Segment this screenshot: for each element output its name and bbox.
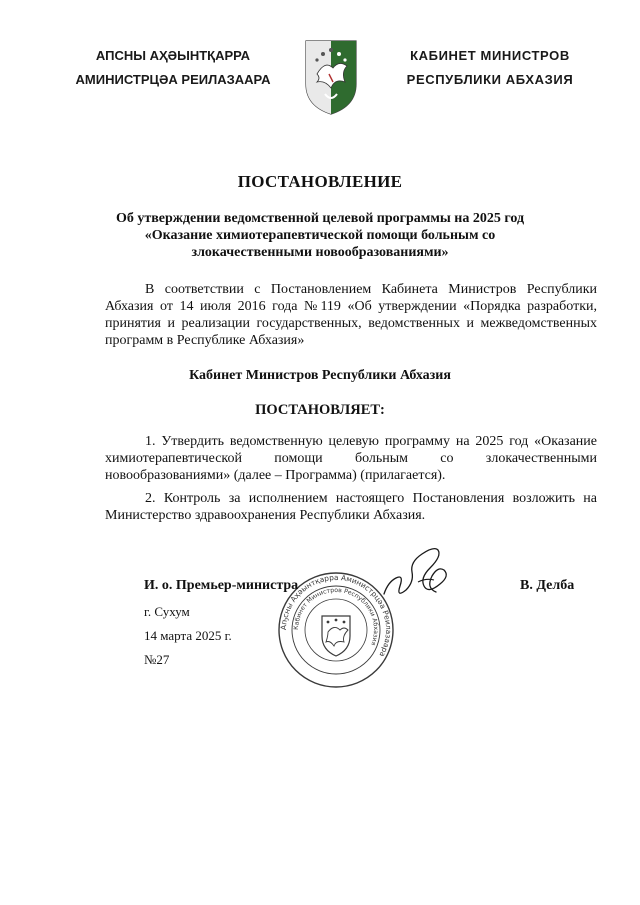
header-right	[390, 44, 590, 92]
issue-date: 14 марта 2025 г.	[144, 628, 232, 643]
issuer-heading: Кабинет Министров Республики Абхазия	[189, 368, 451, 383]
signatory-position: И. о. Премьер-министра	[144, 578, 299, 593]
header-right-line2: РЕСПУБЛИКИ АБХАЗИЯ	[406, 72, 574, 87]
header-left-line1: АПСНЫ АҲӘЫНТҚАРРА	[95, 48, 251, 63]
abkhazia-emblem-icon	[303, 38, 359, 116]
seal-ring-text: Кабинет Министров Республики Абхазия	[292, 586, 380, 647]
preamble-paragraph: В соответствии с Постановлением Кабинета Министров Республики Абхазия от 14 июля 2016 года №119 «Об утверждении «Порядка разработки, принятия и реализации государственных, ведомственных и межведомственных программ в Республике Абхазия»	[105, 282, 597, 348]
subject-line: «Оказание химиотерапевтической помощи больным со	[144, 228, 496, 243]
document-subject	[110, 210, 530, 261]
issue-city: г. Сухум	[144, 604, 190, 619]
item-1-paragraph: 1. Утвердить ведомственную целевую программу на 2025 год «Оказание химиотерапевтической помощи больным со злокачественными новообразованиями» (далее – Программа) (прилагается).	[105, 434, 597, 483]
header-left-line2: АМИНИСТРЦӘА РЕИЛАЗААРА	[75, 72, 271, 87]
document-number: №27	[144, 652, 170, 667]
seal-outer-text: Аҧсны Аҳәынтқарра Аминистрцәа Реилазаара	[278, 572, 394, 659]
header-right-line1: КАБИНЕТ МИНИСТРОВ	[410, 48, 570, 63]
signatory-name: В. Делба	[520, 578, 575, 593]
resolves-heading: ПОСТАНОВЛЯЕТ:	[255, 402, 385, 418]
document-title: ПОСТАНОВЛЕНИЕ	[237, 172, 403, 191]
subject-line: Об утверждении ведомственной целевой программы на 2025 год	[115, 211, 525, 226]
header-left	[54, 44, 292, 92]
item-2-paragraph: 2. Контроль за исполнением настоящего Постановления возложить на Министерство здравоохранения Республики Абхазия.	[105, 491, 597, 523]
subject-line: злокачественными новообразованиями»	[191, 245, 449, 260]
handwritten-signature	[378, 542, 460, 602]
